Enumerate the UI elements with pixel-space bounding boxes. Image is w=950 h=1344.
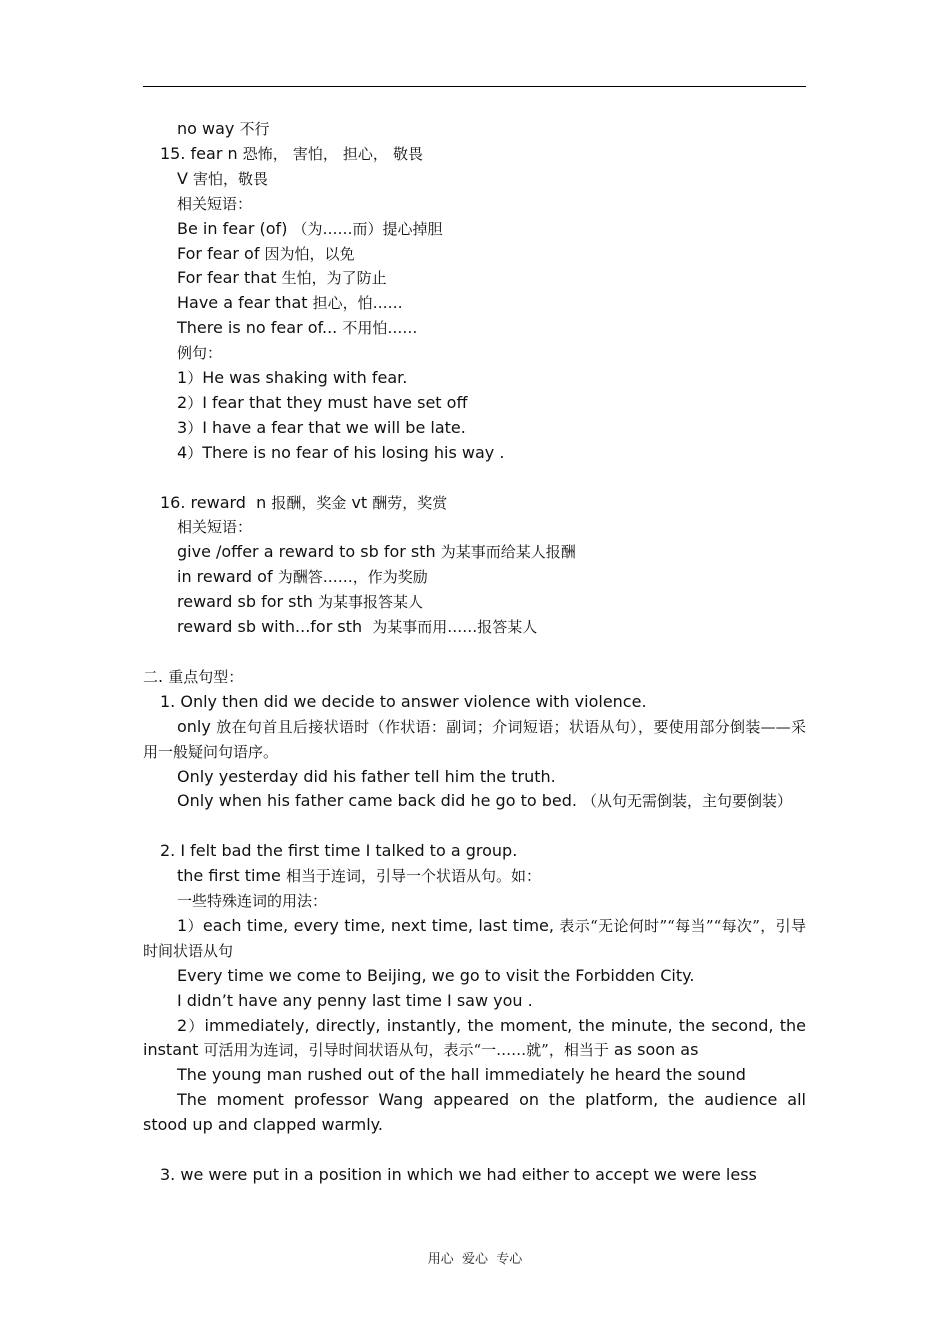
text-line: 16. reward n 报酬，奖金 vt 酬劳，奖赏 [160, 492, 448, 512]
text-line: For fear that 生怕，为了防止 [177, 268, 387, 288]
text-paragraph: only 放在句首且后接状语时（作状语：副词；介词短语；状语从句），要使用部分倒装——采用一般疑问句语序。 [143, 716, 806, 761]
document-body [143, 117, 806, 1188]
text-paragraph: 3. we were put in a position in which we had either to accept we were less [160, 1165, 757, 1184]
text-paragraph: Only when his father came back did he go to bed. （从句无需倒装，主句要倒装） [177, 791, 793, 811]
text-line: I didn’t have any penny last time I saw you . [177, 990, 533, 1010]
text-line: 一些特殊连词的用法： [177, 892, 328, 911]
text-line: reward sb for sth 为某事报答某人 [177, 592, 424, 612]
text-line: Every time we come to Beijing, we go to visit the Forbidden City. [177, 965, 695, 985]
text-line: 1）He was shaking with fear. [177, 368, 408, 388]
text-line: 4）There is no fear of his losing his way . [177, 442, 505, 462]
page-footer: 用心 爱心 专心 [427, 1252, 523, 1267]
text-line: There is no fear of... 不用怕…… [177, 318, 418, 338]
text-line: 相关短语： [177, 194, 253, 213]
blank-line [143, 814, 806, 839]
text-line: 二. 重点句型： [143, 666, 244, 686]
blank-line [143, 466, 806, 491]
text-paragraph: 2）immediately, directly, instantly, the moment, the minute, the second, the instant 可活用为连词，引导时间状语从句，表示“一……就”，相当于 as soon as [143, 1015, 806, 1060]
blank-line [143, 640, 806, 665]
text-line: 1. Only then did we decide to answer violence with violence. [160, 691, 647, 711]
text-line: no way 不行 [177, 119, 270, 138]
blank-line [143, 1138, 806, 1163]
text-line: For fear of 因为怕，以免 [177, 243, 355, 263]
text-line: the first time 相当于连词，引导一个状语从句。如： [177, 866, 541, 886]
text-paragraph: 1）each time, every time, next time, last time, 表示“无论何时”“每当”“每次”，引导时间状语从句 [143, 915, 806, 960]
text-line: The young man rushed out of the hall immediately he heard the sound [177, 1065, 746, 1085]
text-line: reward sb with...for sth 为某事而用……报答某人 [177, 617, 538, 637]
text-line: in reward of 为酬答……，作为奖励 [177, 567, 428, 587]
text-paragraph: The moment professor Wang appeared on the platform, the audience all stood up and clapped warmly. [143, 1090, 806, 1135]
text-line: Be in fear (of) （为……而）提心掉胆 [177, 218, 443, 238]
header-rule [143, 86, 806, 87]
text-line: V 害怕，敬畏 [177, 168, 269, 188]
text-line: 3）I have a fear that we will be late. [177, 417, 466, 437]
text-line: Only yesterday did his father tell him the truth. [177, 766, 556, 786]
text-line: Have a fear that 担心，怕…… [177, 293, 403, 313]
text-line: 例句： [177, 344, 223, 363]
text-line: 2）I fear that they must have set off [177, 392, 468, 412]
text-line: 2. I felt bad the first time I talked to a group. [160, 841, 518, 861]
text-line: 15. fear n 恐怖， 害怕， 担心， 敬畏 [160, 143, 424, 163]
text-line: 相关短语： [177, 518, 253, 537]
text-line: give /offer a reward to sb for sth 为某事而给某人报酬 [177, 542, 576, 562]
